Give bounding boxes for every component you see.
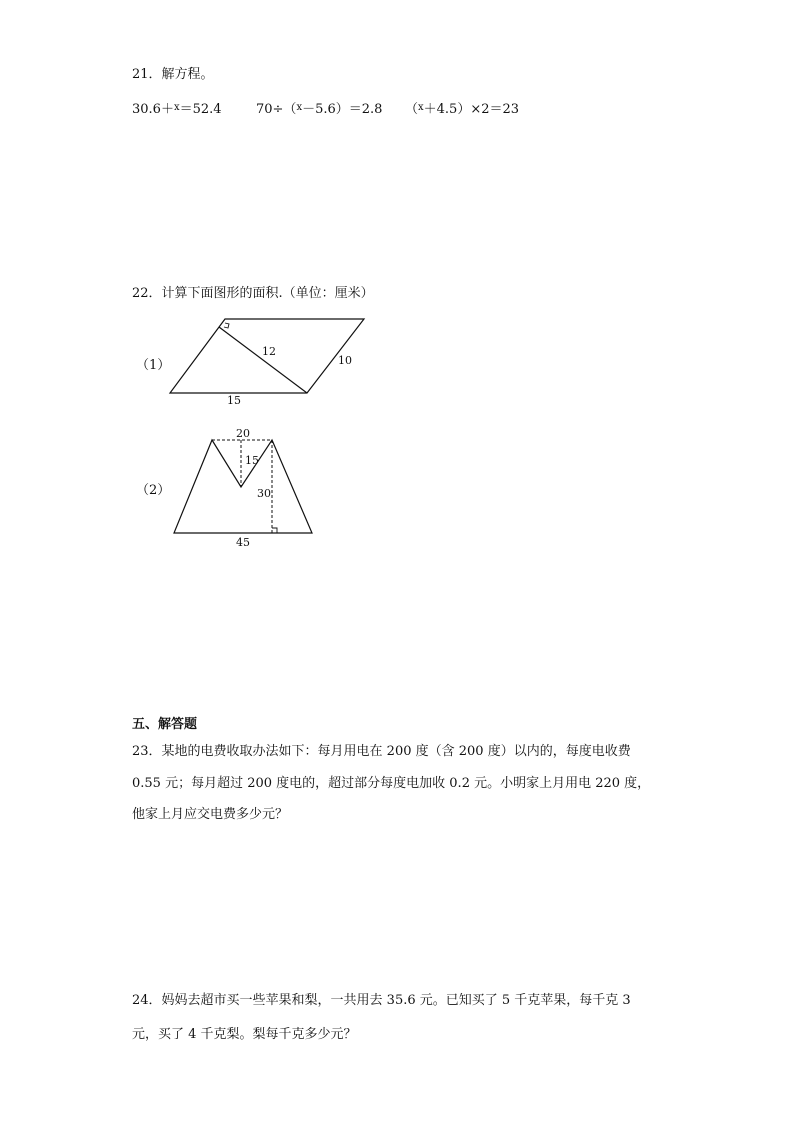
q22-title: 22．计算下面图形的面积.（单位：厘米）	[132, 286, 374, 301]
q23-line-2: 0.55 元；每月超过 200 度电的，超过部分每度电加收 0.2 元。小明家上月用电 220 度，	[132, 776, 651, 791]
equation-2-right: －5.6）＝2.8	[302, 102, 383, 117]
equation-3-right: ＋4.5）×2＝23	[423, 102, 520, 117]
q24-line-1: 24．妈妈去超市买一些苹果和梨，一共用去 35.6 元。已知买了 5 千克苹果，每千克 3	[132, 993, 631, 1008]
notched-trapezoid-figure	[174, 427, 312, 549]
equation-2-left: 70÷（	[256, 102, 297, 117]
height-label: 12	[262, 345, 276, 358]
q23-line-1: 23．某地的电费收取办法如下：每月用电在 200 度（含 200 度）以内的，每度电收费	[132, 744, 631, 759]
side-label: 10	[338, 354, 352, 367]
equation-1-right: ＝52.4	[179, 102, 222, 117]
section-5-title: 五、解答题	[132, 717, 198, 732]
notch-depth-label: 15	[245, 454, 259, 467]
equation-1-left: 30.6＋	[132, 102, 174, 117]
q21-title: 21．解方程。	[132, 67, 214, 82]
equation-2-variable: x	[296, 102, 303, 113]
parallelogram-figure	[170, 319, 364, 407]
trapezoid-outline	[174, 440, 312, 533]
right-angle-mark	[224, 323, 229, 328]
q24-line-2: 元，买了 4 千克梨。梨每千克多少元？	[132, 1027, 357, 1042]
base-label: 15	[227, 394, 241, 407]
equation-3-left: （	[405, 102, 419, 117]
figure-2-label: （2）	[136, 483, 171, 498]
q23-line-3: 他家上月应交电费多少元？	[132, 807, 289, 822]
height-line	[219, 327, 307, 393]
equation-3-variable: x	[418, 102, 424, 113]
height-label-2: 30	[257, 487, 271, 500]
top-label: 20	[236, 427, 250, 440]
equation-1-variable: x	[173, 102, 180, 113]
base-label-2: 45	[236, 536, 250, 549]
right-angle-mark-2	[272, 528, 277, 533]
figure-1-label: （1）	[136, 358, 171, 373]
